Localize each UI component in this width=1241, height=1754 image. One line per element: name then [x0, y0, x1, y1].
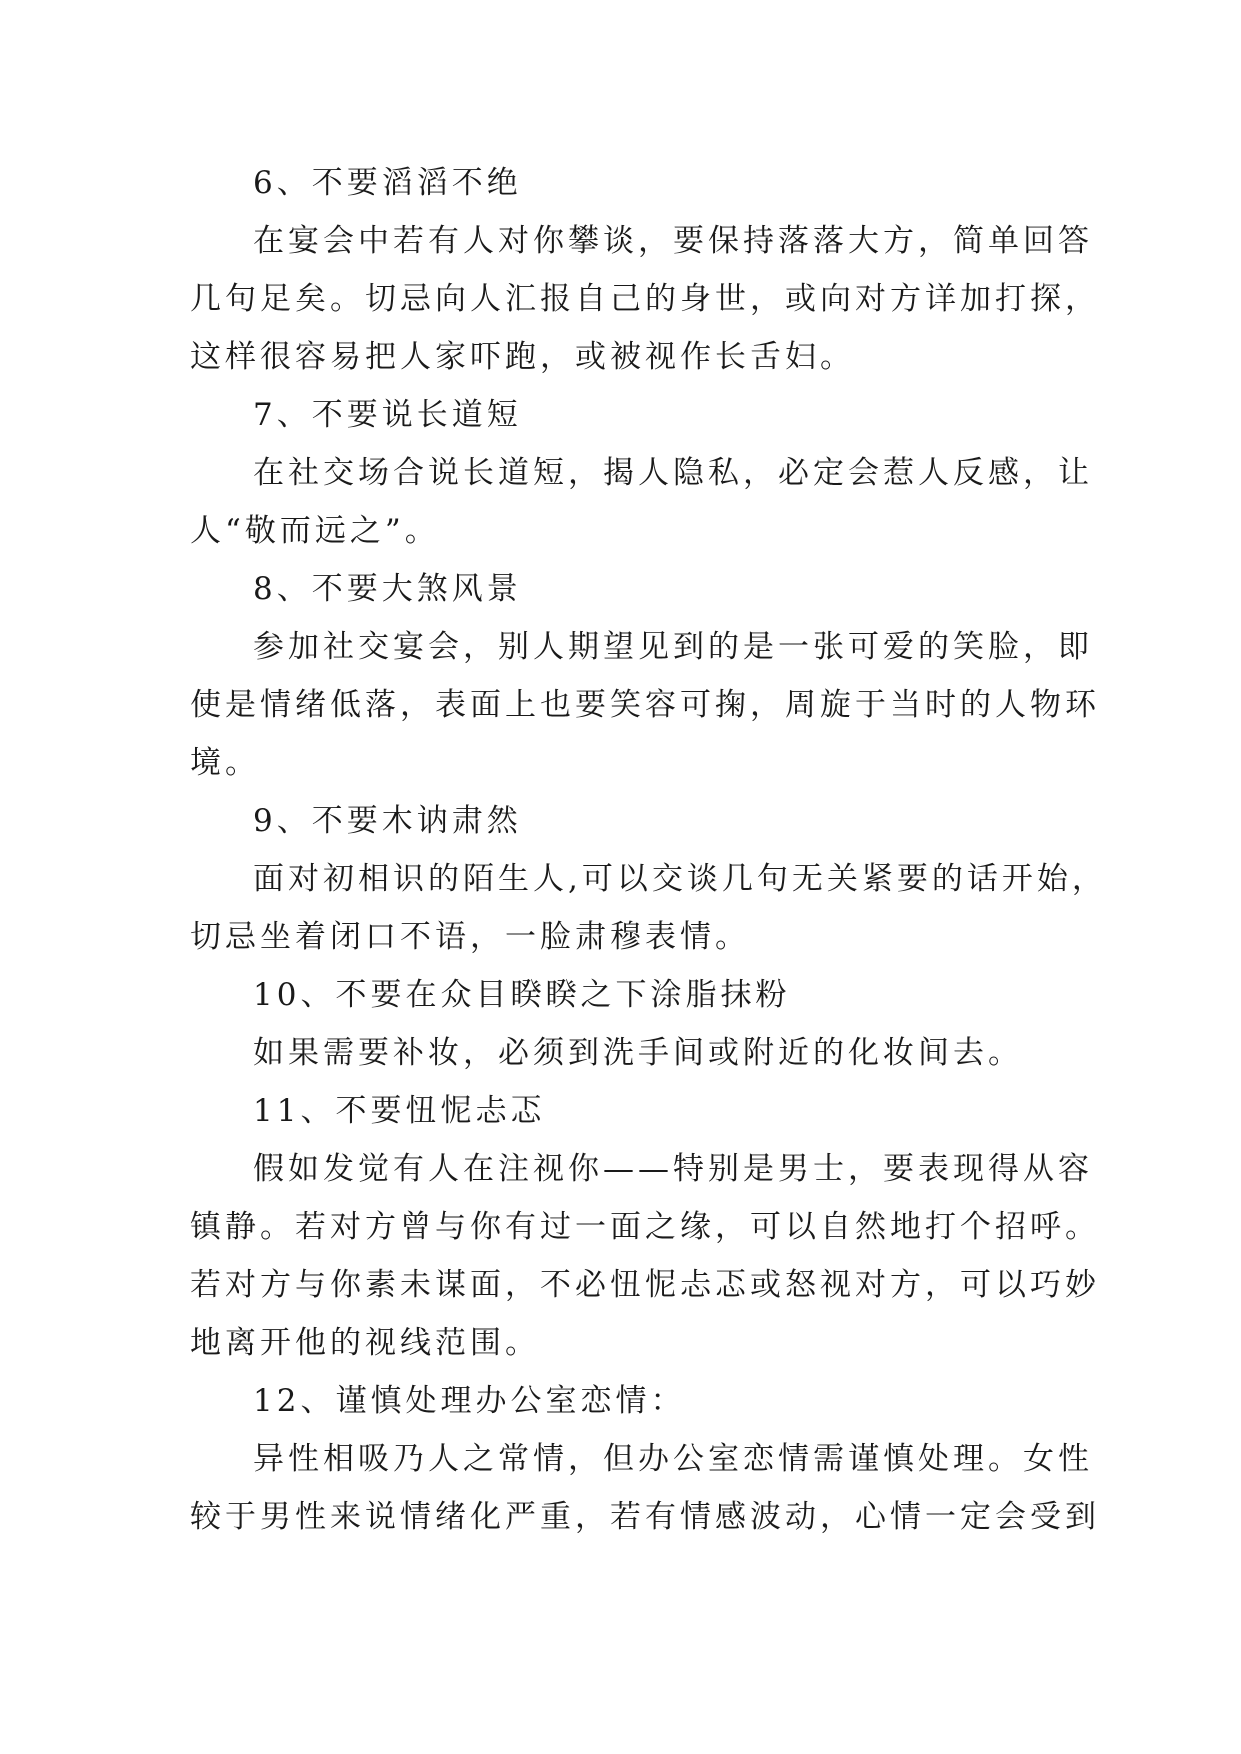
- paragraph-line: 面对初相识的陌生人,可以交谈几句无关紧要的话开始，: [253, 861, 1107, 897]
- paragraph-line: 地离开他的视线范围。: [190, 1325, 540, 1361]
- paragraph-line: 镇静。若对方曾与你有过一面之缘，可以自然地打个招呼。: [190, 1209, 1100, 1245]
- paragraph-line: 几句足矣。切忌向人汇报自己的身世，或向对方详加打探，: [190, 281, 1100, 317]
- heading-11: 11、不要忸怩忐忑: [253, 1093, 546, 1129]
- paragraph-line: 假如发觉有人在注视你——特别是男士，要表现得从容: [253, 1151, 1093, 1187]
- paragraph-line: 参加社交宴会，别人期望见到的是一张可爱的笑脸，即: [253, 629, 1093, 665]
- paragraph-line: 如果需要补妆，必须到洗手间或附近的化妆间去。: [253, 1035, 1023, 1071]
- paragraph-line: 在社交场合说长道短，揭人隐私，必定会惹人反感，让: [253, 455, 1093, 491]
- paragraph-line: 异性相吸乃人之常情，但办公室恋情需谨慎处理。女性: [253, 1441, 1093, 1477]
- paragraph-line: 使是情绪低落，表面上也要笑容可掬，周旋于当时的人物环: [190, 687, 1100, 723]
- paragraph-line: 较于男性来说情绪化严重，若有情感波动，心情一定会受到: [190, 1499, 1100, 1535]
- paragraph-line: 人“敬而远之”。: [190, 513, 440, 549]
- heading-8: 8、不要大煞风景: [253, 571, 522, 607]
- heading-10: 10、不要在众目睽睽之下涂脂抹粉: [253, 977, 791, 1013]
- heading-9: 9、不要木讷肃然: [253, 803, 522, 839]
- paragraph-line: 在宴会中若有人对你攀谈，要保持落落大方，简单回答: [253, 223, 1093, 259]
- paragraph-line: 切忌坐着闭口不语，一脸肃穆表情。: [190, 919, 750, 955]
- heading-7: 7、不要说长道短: [253, 397, 522, 433]
- heading-12: 12、谨慎处理办公室恋情：: [253, 1383, 686, 1419]
- paragraph-line: 境。: [190, 745, 260, 781]
- paragraph-line: 若对方与你素未谋面，不必忸怩忐忑或怒视对方，可以巧妙: [190, 1267, 1100, 1303]
- paragraph-line: 这样很容易把人家吓跑，或被视作长舌妇。: [190, 339, 855, 375]
- heading-6: 6、不要滔滔不绝: [253, 165, 522, 201]
